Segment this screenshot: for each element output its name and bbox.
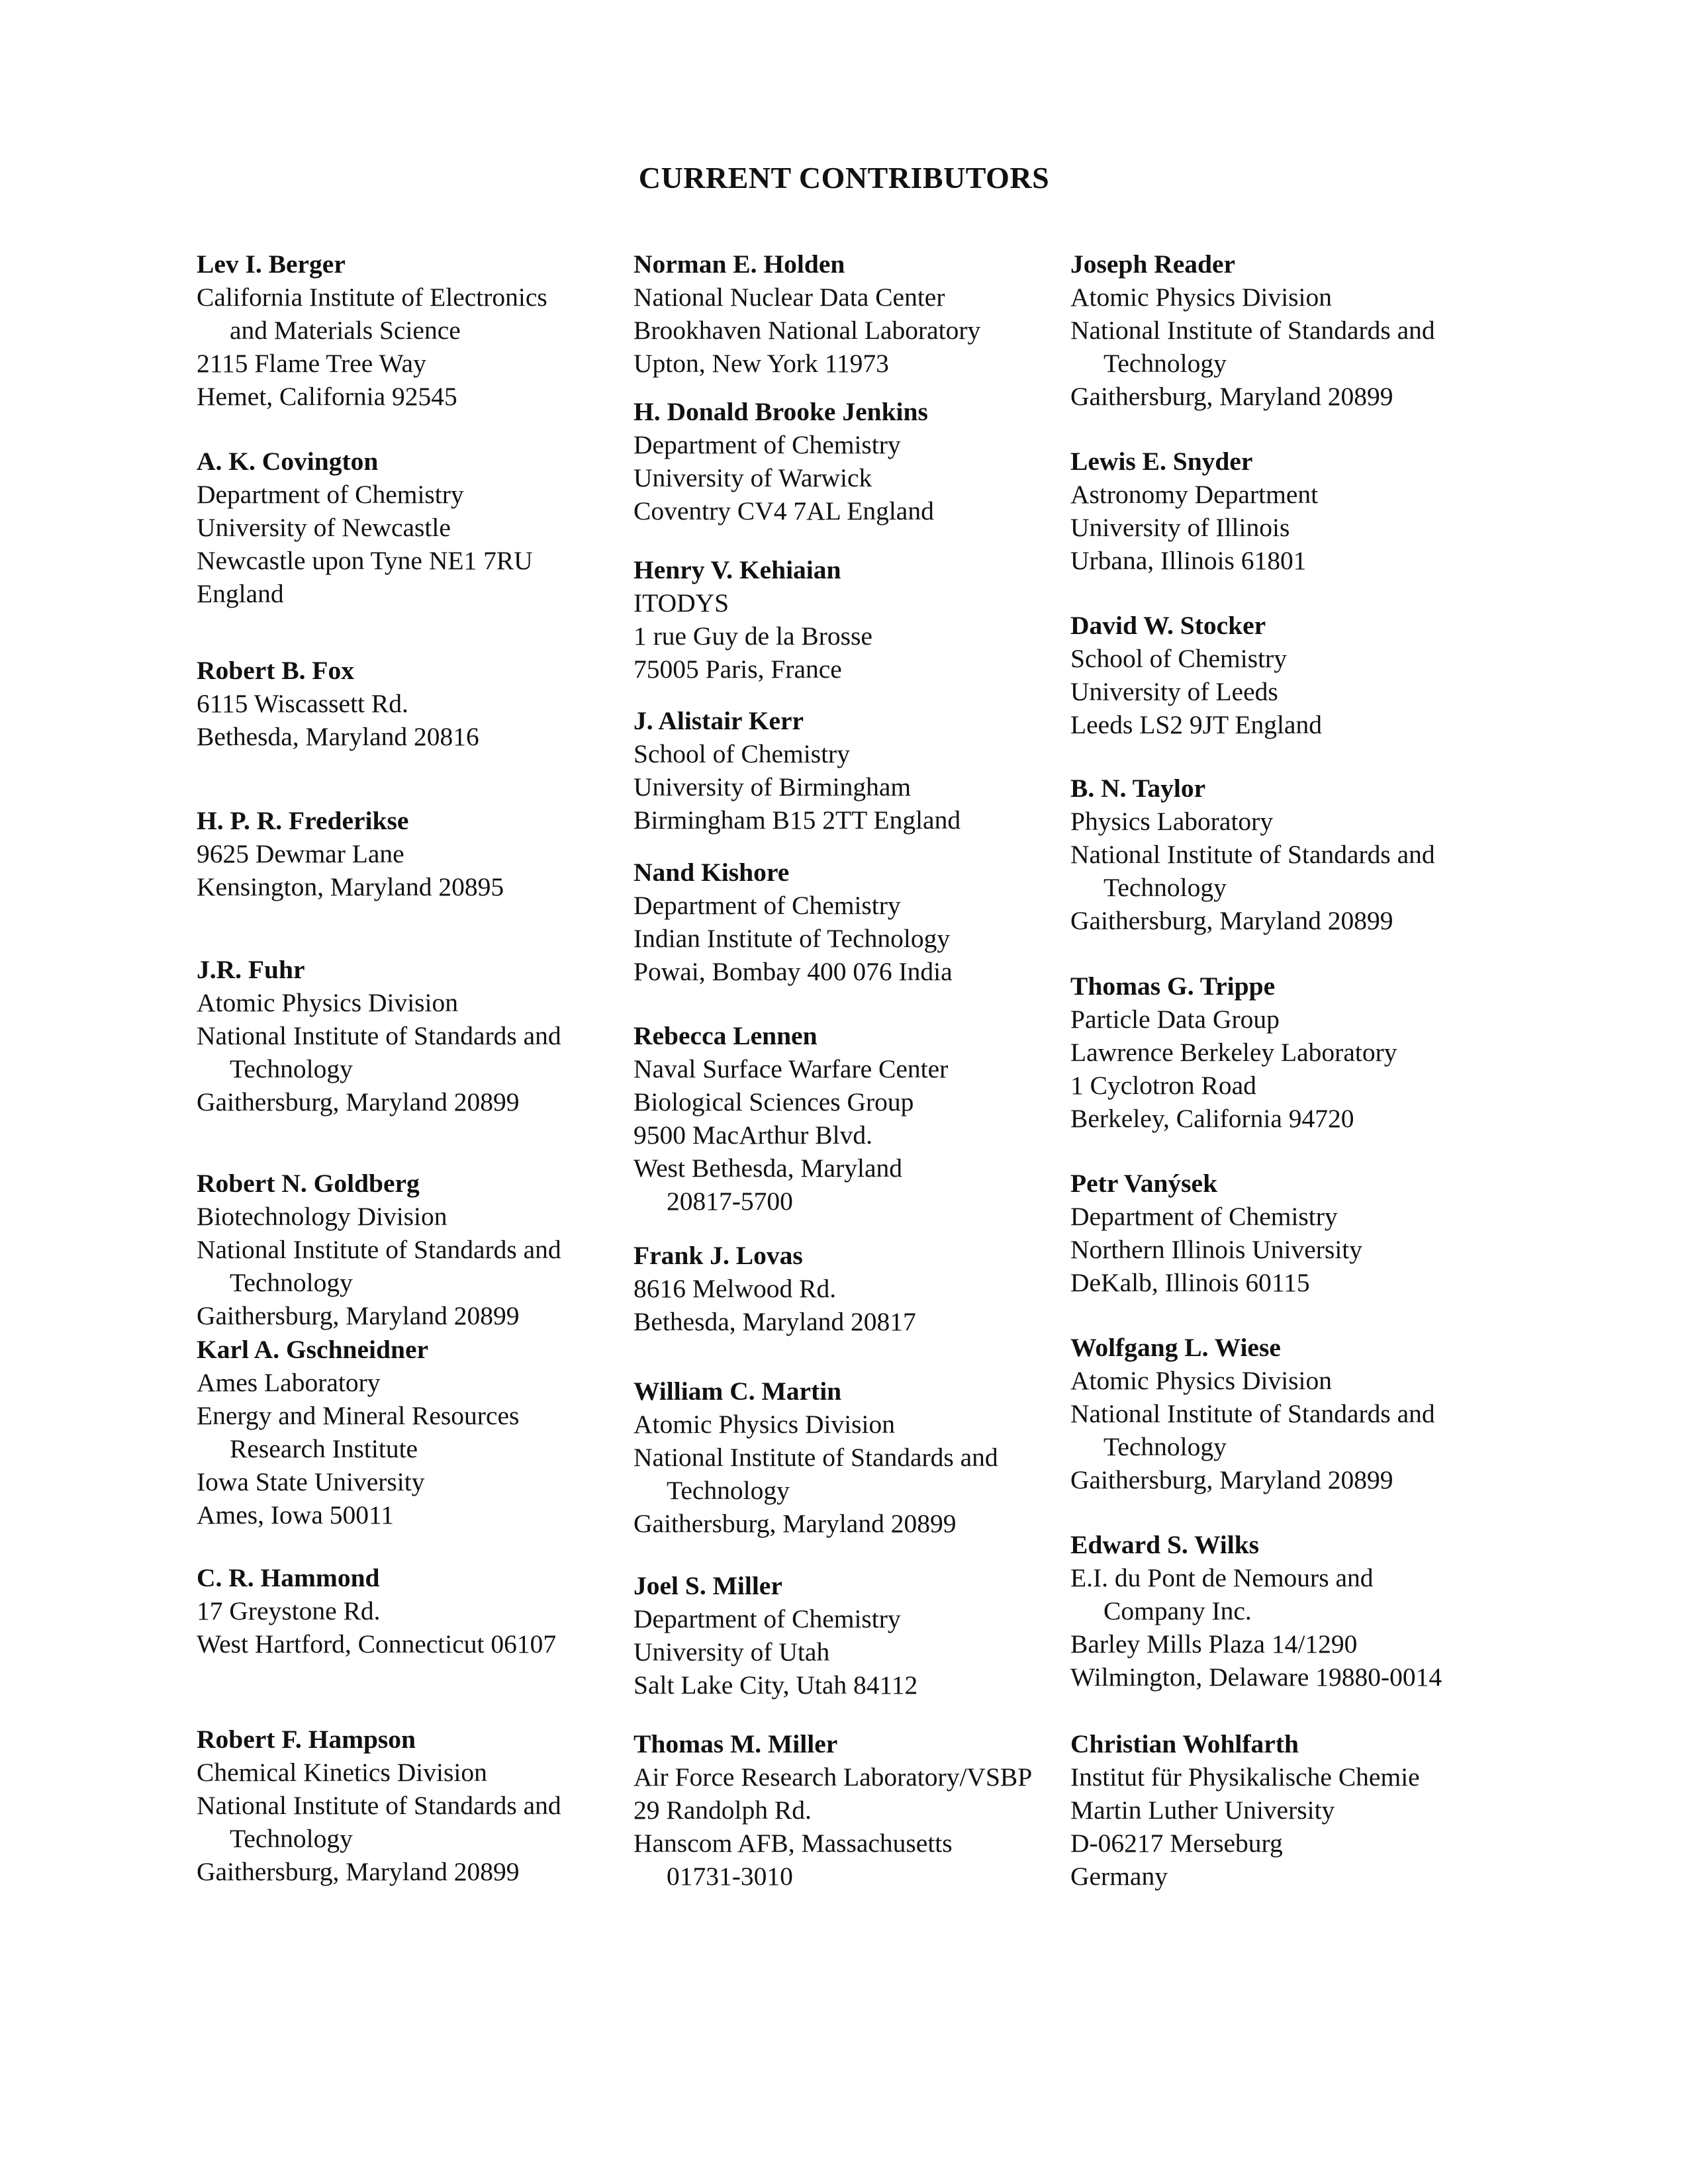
address-line: Atomic Physics Division <box>1070 1366 1333 1395</box>
address-line: National Institute of Standards and <box>1070 1399 1435 1428</box>
contributor-entry <box>197 1723 633 1888</box>
contributor-name: Joel S. Miller <box>633 1571 782 1600</box>
address-line: Barley Mills Plaza 14/1290 <box>1070 1629 1358 1659</box>
address-line: DeKalb, Illinois 60115 <box>1070 1268 1310 1297</box>
address-line: Technology <box>230 1268 353 1297</box>
contributor-name: Henry V. Kehiaian <box>633 555 841 584</box>
contributor-name: Frank J. Lovas <box>633 1241 803 1270</box>
contributor-name: A. K. Covington <box>197 447 379 476</box>
address-line: Energy and Mineral Resources <box>197 1401 520 1430</box>
address-line: ITODYS <box>633 588 729 617</box>
address-line: National Institute of Standards and <box>1070 316 1435 345</box>
address-line: 9625 Dewmar Lane <box>197 839 404 868</box>
address-line: University of Newcastle <box>197 513 451 542</box>
address-line: National Institute of Standards and <box>633 1443 998 1472</box>
contributor-entry <box>197 1333 633 1531</box>
contributor-entry <box>197 1561 633 1661</box>
address-line: Atomic Physics Division <box>633 1410 896 1439</box>
address-line: Technology <box>667 1476 790 1505</box>
address-line: Hemet, California 92545 <box>197 382 457 411</box>
address-line: Department of Chemistry <box>633 891 901 920</box>
contributor-name: William C. Martin <box>633 1377 842 1406</box>
address-line: Gaithersburg, Maryland 20899 <box>1070 1465 1393 1494</box>
contributor-entry <box>633 856 1070 988</box>
contributor-name: Norman E. Holden <box>633 250 845 279</box>
contributor-entry <box>633 1239 1070 1338</box>
address-line: 9500 MacArthur Blvd. <box>633 1120 872 1150</box>
contributor-entry <box>1070 772 1507 937</box>
contributor-entry <box>197 248 633 413</box>
contributor-entry <box>197 804 633 903</box>
contributor-name: Thomas M. Miller <box>633 1729 838 1758</box>
address-line: University of Leeds <box>1070 677 1278 706</box>
address-line: Biotechnology Division <box>197 1202 447 1231</box>
address-line: 17 Greystone Rd. <box>197 1596 381 1625</box>
page-title: CURRENT CONTRIBUTORS <box>638 161 1050 195</box>
address-line: Indian Institute of Technology <box>633 924 951 953</box>
address-line: Physics Laboratory <box>1070 807 1274 836</box>
address-line: Naval Surface Warfare Center <box>633 1054 949 1083</box>
contributor-name: Petr Vanýsek <box>1070 1169 1218 1198</box>
address-line: Department of Chemistry <box>633 1604 901 1633</box>
address-line: 2115 Flame Tree Way <box>197 349 426 378</box>
contributor-name: H. P. R. Frederikse <box>197 806 409 835</box>
address-line: Berkeley, California 94720 <box>1070 1104 1354 1133</box>
contributor-entry <box>197 445 633 610</box>
address-line: 29 Randolph Rd. <box>633 1796 812 1825</box>
address-line: Institut für Physikalische Chemie <box>1070 1762 1420 1792</box>
contributor-entry <box>633 395 1070 527</box>
contributor-entry <box>1070 1331 1507 1496</box>
contributor-name: H. Donald Brooke Jenkins <box>633 397 928 426</box>
address-line: Ames, Iowa 50011 <box>197 1500 395 1529</box>
address-line: 1 Cyclotron Road <box>1070 1071 1256 1100</box>
address-line: West Bethesda, Maryland <box>633 1154 902 1183</box>
contributor-entry <box>1070 970 1507 1135</box>
contributor-entry <box>1070 1727 1507 1893</box>
contributor-entry <box>1070 445 1507 577</box>
address-line: Germany <box>1070 1862 1168 1891</box>
address-line: Urbana, Illinois 61801 <box>1070 546 1307 575</box>
address-line: Gaithersburg, Maryland 20899 <box>633 1509 957 1538</box>
address-line: Department of Chemistry <box>633 430 901 459</box>
contributor-entry <box>197 953 633 1118</box>
address-line: England <box>197 579 284 608</box>
address-line: Brookhaven National Laboratory <box>633 316 981 345</box>
address-line: University of Birmingham <box>633 772 912 801</box>
address-line: Coventry CV4 7AL England <box>633 496 934 525</box>
address-line: Air Force Research Laboratory/VSBP <box>633 1762 1033 1792</box>
address-line: and Materials Science <box>230 316 461 345</box>
contributor-name: Wolfgang L. Wiese <box>1070 1333 1281 1362</box>
address-line: Particle Data Group <box>1070 1005 1280 1034</box>
address-line: West Hartford, Connecticut 06107 <box>197 1629 557 1659</box>
address-line: School of Chemistry <box>1070 644 1287 673</box>
contributor-entry <box>1070 248 1507 413</box>
address-line: University of Warwick <box>633 463 872 492</box>
address-line: Martin Luther University <box>1070 1796 1335 1825</box>
contributor-name: Karl A. Gschneidner <box>197 1335 429 1364</box>
address-line: Birmingham B15 2TT England <box>633 805 961 835</box>
address-line: Salt Lake City, Utah 84112 <box>633 1670 918 1700</box>
address-line: 75005 Paris, France <box>633 655 842 684</box>
contributor-entry <box>633 1019 1070 1218</box>
address-line: Astronomy Department <box>1070 480 1319 509</box>
contributor-name: Thomas G. Trippe <box>1070 972 1276 1001</box>
address-line: Technology <box>230 1054 353 1083</box>
address-line: 8616 Melwood Rd. <box>633 1274 837 1303</box>
address-line: School of Chemistry <box>633 739 850 768</box>
address-line: Biological Sciences Group <box>633 1087 914 1116</box>
address-line: Bethesda, Maryland 20817 <box>633 1307 916 1336</box>
address-line: National Institute of Standards and <box>197 1021 561 1050</box>
address-line: Kensington, Maryland 20895 <box>197 872 504 901</box>
contributor-name: Robert F. Hampson <box>197 1725 416 1754</box>
address-line: Ames Laboratory <box>197 1368 381 1397</box>
address-line: National Institute of Standards and <box>1070 840 1435 869</box>
address-line: Technology <box>1103 1432 1227 1461</box>
contributor-name: Rebecca Lennen <box>633 1021 818 1050</box>
contributor-name: Joseph Reader <box>1070 250 1236 279</box>
address-line: National Nuclear Data Center <box>633 283 945 312</box>
address-line: Northern Illinois University <box>1070 1235 1363 1264</box>
contributor-name: David W. Stocker <box>1070 611 1266 640</box>
address-line: Gaithersburg, Maryland 20899 <box>1070 906 1393 935</box>
address-line: National Institute of Standards and <box>197 1791 561 1820</box>
address-line: Wilmington, Delaware 19880-0014 <box>1070 1662 1442 1692</box>
address-line: Company Inc. <box>1103 1596 1252 1625</box>
contributor-name: Robert B. Fox <box>197 656 355 685</box>
address-line: Leeds LS2 9JT England <box>1070 710 1322 739</box>
address-line: Department of Chemistry <box>1070 1202 1338 1231</box>
address-line: Technology <box>230 1824 353 1853</box>
address-line: National Institute of Standards and <box>197 1235 561 1264</box>
contributor-entry <box>1070 1528 1507 1694</box>
address-line: Upton, New York 11973 <box>633 349 889 378</box>
contributor-entry <box>633 704 1070 837</box>
contributor-name: Christian Wohlfarth <box>1070 1729 1299 1758</box>
address-line: 6115 Wiscassett Rd. <box>197 689 408 718</box>
contributor-name: Nand Kishore <box>633 858 790 887</box>
address-line: Gaithersburg, Maryland 20899 <box>197 1301 520 1330</box>
contributor-name: Lev I. Berger <box>197 250 346 279</box>
address-line: Lawrence Berkeley Laboratory <box>1070 1038 1397 1067</box>
contributor-entry <box>1070 609 1507 741</box>
address-line: University of Illinois <box>1070 513 1290 542</box>
address-line: Powai, Bombay 400 076 India <box>633 957 953 986</box>
contributor-name: Robert N. Goldberg <box>197 1169 420 1198</box>
contributor-entry <box>633 553 1070 686</box>
address-line: Hanscom AFB, Massachusetts <box>633 1829 953 1858</box>
contributor-name: Edward S. Wilks <box>1070 1530 1260 1559</box>
contributor-entry <box>633 1375 1070 1540</box>
contributor-entry <box>633 1727 1070 1893</box>
address-line: Gaithersburg, Maryland 20899 <box>197 1087 520 1116</box>
contributor-entry <box>197 654 633 753</box>
address-line: Atomic Physics Division <box>1070 283 1333 312</box>
address-line: Chemical Kinetics Division <box>197 1758 487 1787</box>
address-line: 1 rue Guy de la Brosse <box>633 621 872 651</box>
address-line: Gaithersburg, Maryland 20899 <box>197 1857 520 1886</box>
address-line: Technology <box>1103 873 1227 902</box>
contributor-entry <box>633 1569 1070 1702</box>
address-line: Iowa State University <box>197 1467 425 1496</box>
address-line: D-06217 Merseburg <box>1070 1829 1283 1858</box>
contributor-name: B. N. Taylor <box>1070 774 1206 803</box>
contributor-name: Lewis E. Snyder <box>1070 447 1253 476</box>
contributor-entry <box>197 1167 633 1332</box>
address-line: Technology <box>1103 349 1227 378</box>
address-line: University of Utah <box>633 1637 830 1666</box>
address-line: E.I. du Pont de Nemours and <box>1070 1563 1374 1592</box>
address-line: Department of Chemistry <box>197 480 464 509</box>
address-line: California Institute of Electronics <box>197 283 547 312</box>
address-line: Newcastle upon Tyne NE1 7RU <box>197 546 533 575</box>
address-line: Bethesda, Maryland 20816 <box>197 722 479 751</box>
address-line: Atomic Physics Division <box>197 988 459 1017</box>
contributor-name: J. Alistair Kerr <box>633 706 804 735</box>
address-line: 20817-5700 <box>667 1187 793 1216</box>
contributor-name: C. R. Hammond <box>197 1563 380 1592</box>
address-line: Gaithersburg, Maryland 20899 <box>1070 382 1393 411</box>
contributor-entry <box>633 248 1070 380</box>
address-line: 01731-3010 <box>667 1862 793 1891</box>
contributor-entry <box>1070 1167 1507 1299</box>
contributor-name: J.R. Fuhr <box>197 955 305 984</box>
address-line: Research Institute <box>230 1434 418 1463</box>
